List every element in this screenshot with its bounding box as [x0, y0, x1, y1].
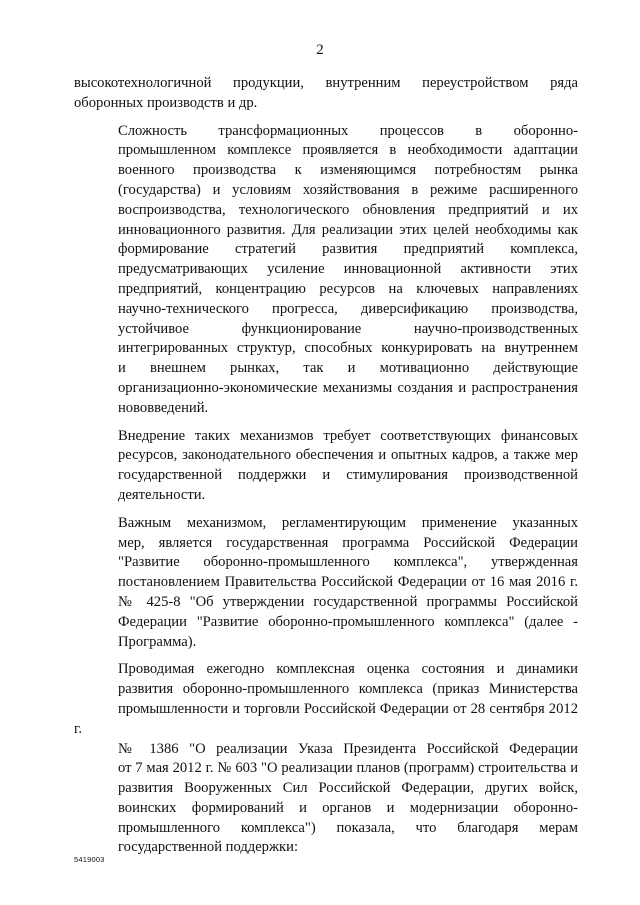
- text-line: ресурсов, законодательного обеспечения и опытных кадров, а также мер: [118, 447, 578, 464]
- text-line: Федерации "Развитие оборонно-промышленного комплекса" (далее -: [118, 613, 578, 630]
- text-line: Внедрение таких механизмов требует соответствующих финансовых: [118, 427, 578, 444]
- text-line: нововведений.: [118, 399, 209, 416]
- text-line: мер, является государственная программа Российской Федерации: [118, 534, 578, 551]
- text-line: предусматривающих усиление инновационной активности этих: [118, 261, 578, 278]
- text-line: предприятий, концентрацию ресурсов на ключевых направлениях: [118, 280, 578, 297]
- text-line: (государства) и условиям хозяйствования в режиме расширенного: [118, 181, 578, 198]
- text-line: государственной поддержки:: [118, 839, 299, 856]
- text-line: промышленном комплексе проявляется в необходимости адаптации: [118, 142, 578, 159]
- text-line: формирование стратегий развития предприятий комплекса,: [118, 241, 578, 258]
- text-line: устойчивое функционирование научно-производственных: [118, 320, 578, 337]
- text-line: постановлением Правительства Российской Федерации от 16 мая 2016 г.: [118, 574, 578, 591]
- text-line: государственной поддержки и стимулирования производственной: [118, 467, 578, 484]
- page-number: 2: [316, 42, 324, 58]
- text-line: организационно-экономические механизмы создания и распространения: [118, 379, 578, 396]
- text-line: "Развитие оборонно-промышленного комплекса", утвержденная: [118, 554, 578, 571]
- text-line: научно-технического прогресса, диверсификацию производства,: [118, 300, 578, 317]
- text-line: развития оборонно-промышленного комплекса (приказ Министерства: [118, 681, 578, 698]
- text-line: Программа).: [118, 633, 197, 650]
- paragraph-assessment: [74, 660, 578, 858]
- paragraph-continuation: [74, 74, 578, 114]
- text-line: и внешнем рынках, так и мотивационно действующие: [118, 360, 578, 377]
- document-code: 5419003: [74, 855, 105, 864]
- text-line: оборонных производств и др.: [74, 94, 258, 111]
- text-line: воспроизводства, технологического обновления предприятий и их: [118, 201, 578, 218]
- paragraph-transformation: [74, 122, 578, 419]
- text-line: военного производства к изменяющимся потребностям рынка: [118, 162, 578, 179]
- document-body: [74, 74, 578, 866]
- text-line: интегрированных структур, способных конкурировать на внутреннем: [118, 340, 578, 357]
- text-line: деятельности.: [118, 486, 206, 503]
- text-line: развития Вооруженных Сил Российской Федерации, других войск,: [118, 780, 578, 797]
- paragraph-state-program: [74, 514, 578, 653]
- text-line: промышленного комплекса") показала, что благодаря мерам: [118, 819, 578, 836]
- text-line: от 7 мая 2012 г. № 603 "О реализации планов (программ) строительства и: [118, 760, 578, 777]
- text-line: промышленности и торговли Российской Федерации от 28 сентября 2012 г.: [74, 700, 578, 737]
- text-line: Проводимая ежегодно комплексная оценка состояния и динамики: [118, 661, 578, 678]
- text-line: № 425-8 "Об утверждении государственной программы Российской: [118, 593, 578, 610]
- text-line: Важным механизмом, регламентирующим применение указанных: [118, 514, 578, 531]
- text-line: высокотехнологичной продукции, внутренним переустройством ряда: [74, 75, 578, 91]
- paragraph-implementation: [74, 427, 578, 506]
- text-line: инновационного развития. Для реализации этих целей необходимы как: [118, 221, 578, 238]
- text-line: воинских формирований и органов и модернизации оборонно-: [118, 799, 578, 816]
- text-line: Сложность трансформационных процессов в оборонно-: [118, 122, 578, 139]
- text-line: № 1386 "О реализации Указа Президента Российской Федерации: [118, 740, 578, 757]
